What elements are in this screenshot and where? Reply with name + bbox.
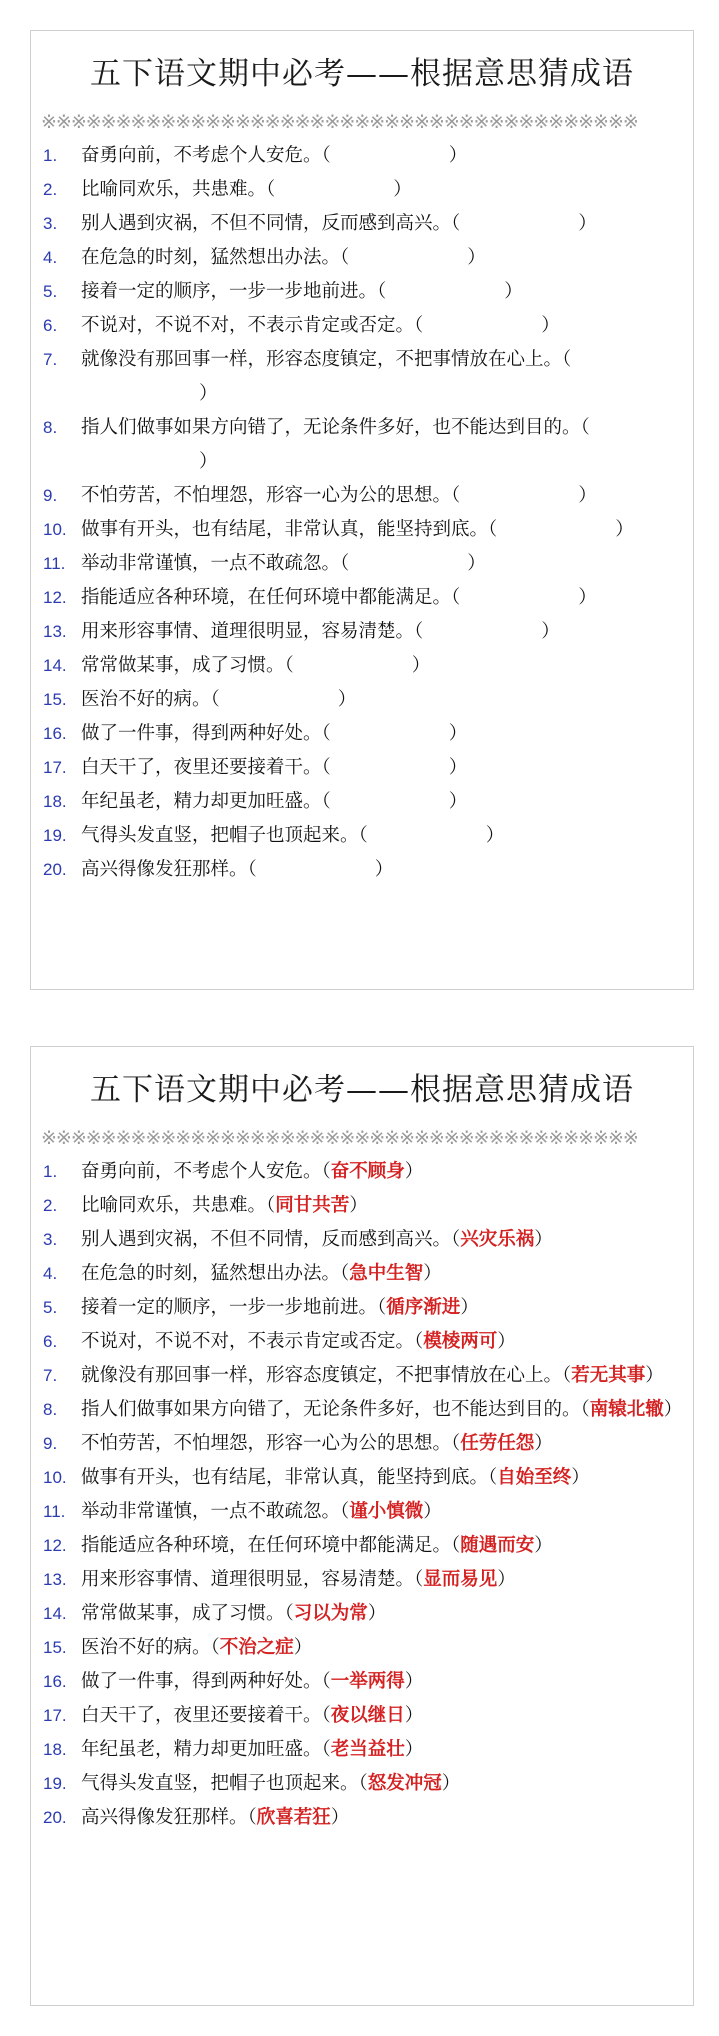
item-number: 15. xyxy=(43,1638,67,1657)
list-item: 12. 指能适应各种环境，在任何环境中都能满足。（随遇而安） xyxy=(31,1529,693,1563)
decorative-divider: ※※※※※※※※※※※※※※※※※※※※※※※※※※※※※※※※※※※※※※※※ xyxy=(41,1127,638,1149)
item-definition: 指人们做事如果方向错了，无论条件多好，也不能达到目的。 xyxy=(81,1399,581,1420)
item-definition: 别人遇到灾祸，不但不同情，反而感到高兴。 xyxy=(81,1229,452,1250)
item-number: 6. xyxy=(43,1332,58,1351)
item-number: 14. xyxy=(43,1604,67,1623)
idiom-answer: 自始至终 xyxy=(497,1467,572,1488)
item-number: 12. xyxy=(43,1536,67,1555)
list-item: 20. 高兴得像发狂那样。（欣喜若狂） xyxy=(31,1801,693,1835)
page-title: 五下语文期中必考——根据意思猜成语 xyxy=(90,56,634,92)
item-definition: 比喻同欢乐，共患难。 xyxy=(81,1195,267,1216)
list-item: 18. 年纪虽老，精力却更加旺盛。（老当益壮） xyxy=(31,1733,693,1767)
item-number: 16. xyxy=(43,1672,67,1691)
item-number: 7. xyxy=(43,350,58,369)
item-number: 2. xyxy=(43,180,58,199)
item-number: 5. xyxy=(43,282,58,301)
item-number: 18. xyxy=(43,792,67,811)
list-item: 10. 做事有开头，也有结尾，非常认真，能坚持到底。（自始至终） xyxy=(31,1461,693,1495)
item-definition: 举动非常谨慎，一点不敢疏忽。 xyxy=(81,553,341,574)
list-item: 8. 指人们做事如果方向错了，无论条件多好，也不能达到目的。（南辕北辙） xyxy=(31,1393,693,1427)
item-definition: 不说对，不说不对，不表示肯定或否定。 xyxy=(81,315,415,336)
list-item: 17. 白天干了，夜里还要接着干。（夜以继日） xyxy=(31,1699,693,1733)
idiom-answer: 若无其事 xyxy=(571,1365,646,1386)
item-definition: 白天干了，夜里还要接着干。 xyxy=(81,1705,322,1726)
idiom-answer: 怒发冲冠 xyxy=(367,1773,442,1794)
item-definition: 气得头发直竖，把帽子也顶起来。 xyxy=(81,825,359,846)
item-number: 4. xyxy=(43,248,58,267)
list-item: 20. 高兴得像发狂那样。（ ） xyxy=(31,853,693,887)
item-number: 7. xyxy=(43,1366,58,1385)
idiom-answer: 南辕北辙 xyxy=(589,1399,664,1420)
item-number: 20. xyxy=(43,860,67,879)
decorative-divider: ※※※※※※※※※※※※※※※※※※※※※※※※※※※※※※※※※※※※※※※※ xyxy=(41,111,638,133)
idiom-answer: 循序渐进 xyxy=(386,1297,461,1318)
list-item: 13. 用来形容事情、道理很明显，容易清楚。（ ） xyxy=(31,615,693,649)
item-number: 13. xyxy=(43,622,67,641)
item-number: 4. xyxy=(43,1264,58,1283)
idiom-answer: 急中生智 xyxy=(349,1263,424,1284)
list-item: 1. 奋勇向前，不考虑个人安危。（奋不顾身） xyxy=(31,1155,693,1189)
list-item: 7. 就像没有那回事一样，形容态度镇定，不把事情放在心上。（） xyxy=(31,343,693,411)
item-definition: 不怕劳苦，不怕埋怨，形容一心为公的思想。 xyxy=(81,1433,452,1454)
idiom-answer: 同甘共苦 xyxy=(275,1195,350,1216)
item-definition: 气得头发直竖，把帽子也顶起来。 xyxy=(81,1773,359,1794)
item-number: 15. xyxy=(43,690,67,709)
item-number: 6. xyxy=(43,316,58,335)
list-item: 5. 接着一定的顺序，一步一步地前进。（ ） xyxy=(31,275,693,309)
item-definition: 医治不好的病。 xyxy=(81,1637,211,1658)
item-definition: 指人们做事如果方向错了，无论条件多好，也不能达到目的。 xyxy=(81,417,581,438)
item-number: 8. xyxy=(43,418,58,437)
list-item: 16. 做了一件事，得到两种好处。（ ） xyxy=(31,717,693,751)
item-number: 17. xyxy=(43,1706,67,1725)
list-item: 19. 气得头发直竖，把帽子也顶起来。（怒发冲冠） xyxy=(31,1767,693,1801)
list-item: 15. 医治不好的病。（不治之症） xyxy=(31,1631,693,1665)
item-number: 1. xyxy=(43,1162,58,1181)
list-item: 9. 不怕劳苦，不怕埋怨，形容一心为公的思想。（ ） xyxy=(31,479,693,513)
list-item: 4. 在危急的时刻，猛然想出办法。（急中生智） xyxy=(31,1257,693,1291)
idiom-answer: 不治之症 xyxy=(219,1637,294,1658)
list-item: 11. 举动非常谨慎，一点不敢疏忽。（ ） xyxy=(31,547,693,581)
item-definition: 奋勇向前，不考虑个人安危。 xyxy=(81,1161,322,1182)
item-definition: 医治不好的病。 xyxy=(81,689,211,710)
list-item: 15. 医治不好的病。（ ） xyxy=(31,683,693,717)
item-definition: 就像没有那回事一样，形容态度镇定，不把事情放在心上。 xyxy=(81,1365,563,1386)
item-number: 18. xyxy=(43,1740,67,1759)
item-number: 14. xyxy=(43,656,67,675)
item-definition: 不说对，不说不对，不表示肯定或否定。 xyxy=(81,1331,415,1352)
list-item: 4. 在危急的时刻，猛然想出办法。（ ） xyxy=(31,241,693,275)
list-item: 2. 比喻同欢乐，共患难。（同甘共苦） xyxy=(31,1189,693,1223)
item-definition: 在危急的时刻，猛然想出办法。 xyxy=(81,1263,341,1284)
item-definition: 做了一件事，得到两种好处。 xyxy=(81,1671,322,1692)
item-definition: 在危急的时刻，猛然想出办法。 xyxy=(81,247,341,268)
list-item: 6. 不说对，不说不对，不表示肯定或否定。（模棱两可） xyxy=(31,1325,693,1359)
item-definition: 别人遇到灾祸，不但不同情，反而感到高兴。 xyxy=(81,213,452,234)
list-item: 3. 别人遇到灾祸，不但不同情，反而感到高兴。（ ） xyxy=(31,207,693,241)
list-item: 11. 举动非常谨慎，一点不敢疏忽。（谨小慎微） xyxy=(31,1495,693,1529)
item-definition: 举动非常谨慎，一点不敢疏忽。 xyxy=(81,1501,341,1522)
item-number: 11. xyxy=(43,554,66,573)
item-definition: 奋勇向前，不考虑个人安危。 xyxy=(81,145,322,166)
item-number: 2. xyxy=(43,1196,58,1215)
item-number: 11. xyxy=(43,1502,66,1521)
idiom-answer: 欣喜若狂 xyxy=(256,1807,331,1828)
item-definition: 比喻同欢乐，共患难。 xyxy=(81,179,267,200)
item-definition: 高兴得像发狂那样。 xyxy=(81,859,248,880)
item-definition: 做了一件事，得到两种好处。 xyxy=(81,723,322,744)
item-definition: 年纪虽老，精力却更加旺盛。 xyxy=(81,791,322,812)
list-item: 19. 气得头发直竖，把帽子也顶起来。（ ） xyxy=(31,819,693,853)
item-definition: 接着一定的顺序，一步一步地前进。 xyxy=(81,281,378,302)
idiom-answer: 夜以继日 xyxy=(330,1705,405,1726)
list-item: 13. 用来形容事情、道理很明显，容易清楚。（显而易见） xyxy=(31,1563,693,1597)
item-number: 9. xyxy=(43,1434,58,1453)
idiom-answer: 随遇而安 xyxy=(460,1535,535,1556)
question-sheet xyxy=(30,30,694,990)
list-item: 7. 就像没有那回事一样，形容态度镇定，不把事情放在心上。（若无其事） xyxy=(31,1359,693,1393)
item-number: 3. xyxy=(43,214,58,233)
list-item: 16. 做了一件事，得到两种好处。（一举两得） xyxy=(31,1665,693,1699)
answer-list xyxy=(31,1155,693,1835)
item-number: 16. xyxy=(43,724,67,743)
list-item: 5. 接着一定的顺序，一步一步地前进。（循序渐进） xyxy=(31,1291,693,1325)
item-definition: 常常做某事，成了习惯。 xyxy=(81,655,285,676)
idiom-answer: 一举两得 xyxy=(330,1671,405,1692)
list-item: 2. 比喻同欢乐，共患难。（ ） xyxy=(31,173,693,207)
idiom-answer: 模棱两可 xyxy=(423,1331,498,1352)
list-item: 14. 常常做某事，成了习惯。（ ） xyxy=(31,649,693,683)
list-item: 9. 不怕劳苦，不怕埋怨，形容一心为公的思想。（任劳任怨） xyxy=(31,1427,693,1461)
list-item: 8. 指人们做事如果方向错了，无论条件多好，也不能达到目的。（） xyxy=(31,411,693,479)
idiom-answer: 奋不顾身 xyxy=(330,1161,405,1182)
item-number: 12. xyxy=(43,588,67,607)
item-number: 10. xyxy=(43,520,67,539)
item-definition: 白天干了，夜里还要接着干。 xyxy=(81,757,322,778)
item-number: 8. xyxy=(43,1400,58,1419)
list-item: 18. 年纪虽老，精力却更加旺盛。（ ） xyxy=(31,785,693,819)
item-number: 20. xyxy=(43,1808,67,1827)
list-item: 1. 奋勇向前，不考虑个人安危。（ ） xyxy=(31,139,693,173)
item-definition: 指能适应各种环境，在任何环境中都能满足。 xyxy=(81,587,452,608)
item-definition: 指能适应各种环境，在任何环境中都能满足。 xyxy=(81,1535,452,1556)
item-number: 19. xyxy=(43,826,67,845)
item-number: 9. xyxy=(43,486,58,505)
item-number: 19. xyxy=(43,1774,67,1793)
list-item: 12. 指能适应各种环境，在任何环境中都能满足。（ ） xyxy=(31,581,693,615)
item-definition: 常常做某事，成了习惯。 xyxy=(81,1603,285,1624)
item-definition: 做事有开头，也有结尾，非常认真，能坚持到底。 xyxy=(81,519,489,540)
idiom-answer: 习以为常 xyxy=(293,1603,368,1624)
item-number: 1. xyxy=(43,146,58,165)
item-definition: 做事有开头，也有结尾，非常认真，能坚持到底。 xyxy=(81,1467,489,1488)
item-number: 3. xyxy=(43,1230,58,1249)
item-number: 5. xyxy=(43,1298,58,1317)
idiom-answer: 显而易见 xyxy=(423,1569,498,1590)
idiom-answer: 老当益壮 xyxy=(330,1739,405,1760)
list-item: 3. 别人遇到灾祸，不但不同情，反而感到高兴。（兴灾乐祸） xyxy=(31,1223,693,1257)
list-item: 17. 白天干了，夜里还要接着干。（ ） xyxy=(31,751,693,785)
idiom-answer: 任劳任怨 xyxy=(460,1433,535,1454)
list-item: 10. 做事有开头，也有结尾，非常认真，能坚持到底。（ ） xyxy=(31,513,693,547)
idiom-answer: 谨小慎微 xyxy=(349,1501,424,1522)
question-list xyxy=(31,139,693,887)
page-title: 五下语文期中必考——根据意思猜成语 xyxy=(90,1072,634,1108)
item-definition: 用来形容事情、道理很明显，容易清楚。 xyxy=(81,621,415,642)
item-number: 10. xyxy=(43,1468,67,1487)
item-definition: 接着一定的顺序，一步一步地前进。 xyxy=(81,1297,378,1318)
item-definition: 不怕劳苦，不怕埋怨，形容一心为公的思想。 xyxy=(81,485,452,506)
list-item: 14. 常常做某事，成了习惯。（习以为常） xyxy=(31,1597,693,1631)
item-definition: 高兴得像发狂那样。 xyxy=(81,1807,248,1828)
item-number: 13. xyxy=(43,1570,67,1589)
item-number: 17. xyxy=(43,758,67,777)
idiom-answer: 兴灾乐祸 xyxy=(460,1229,535,1250)
answer-sheet xyxy=(30,1046,694,2006)
item-definition: 年纪虽老，精力却更加旺盛。 xyxy=(81,1739,322,1760)
list-item: 6. 不说对，不说不对，不表示肯定或否定。（ ） xyxy=(31,309,693,343)
item-definition: 就像没有那回事一样，形容态度镇定，不把事情放在心上。 xyxy=(81,349,563,370)
item-definition: 用来形容事情、道理很明显，容易清楚。 xyxy=(81,1569,415,1590)
